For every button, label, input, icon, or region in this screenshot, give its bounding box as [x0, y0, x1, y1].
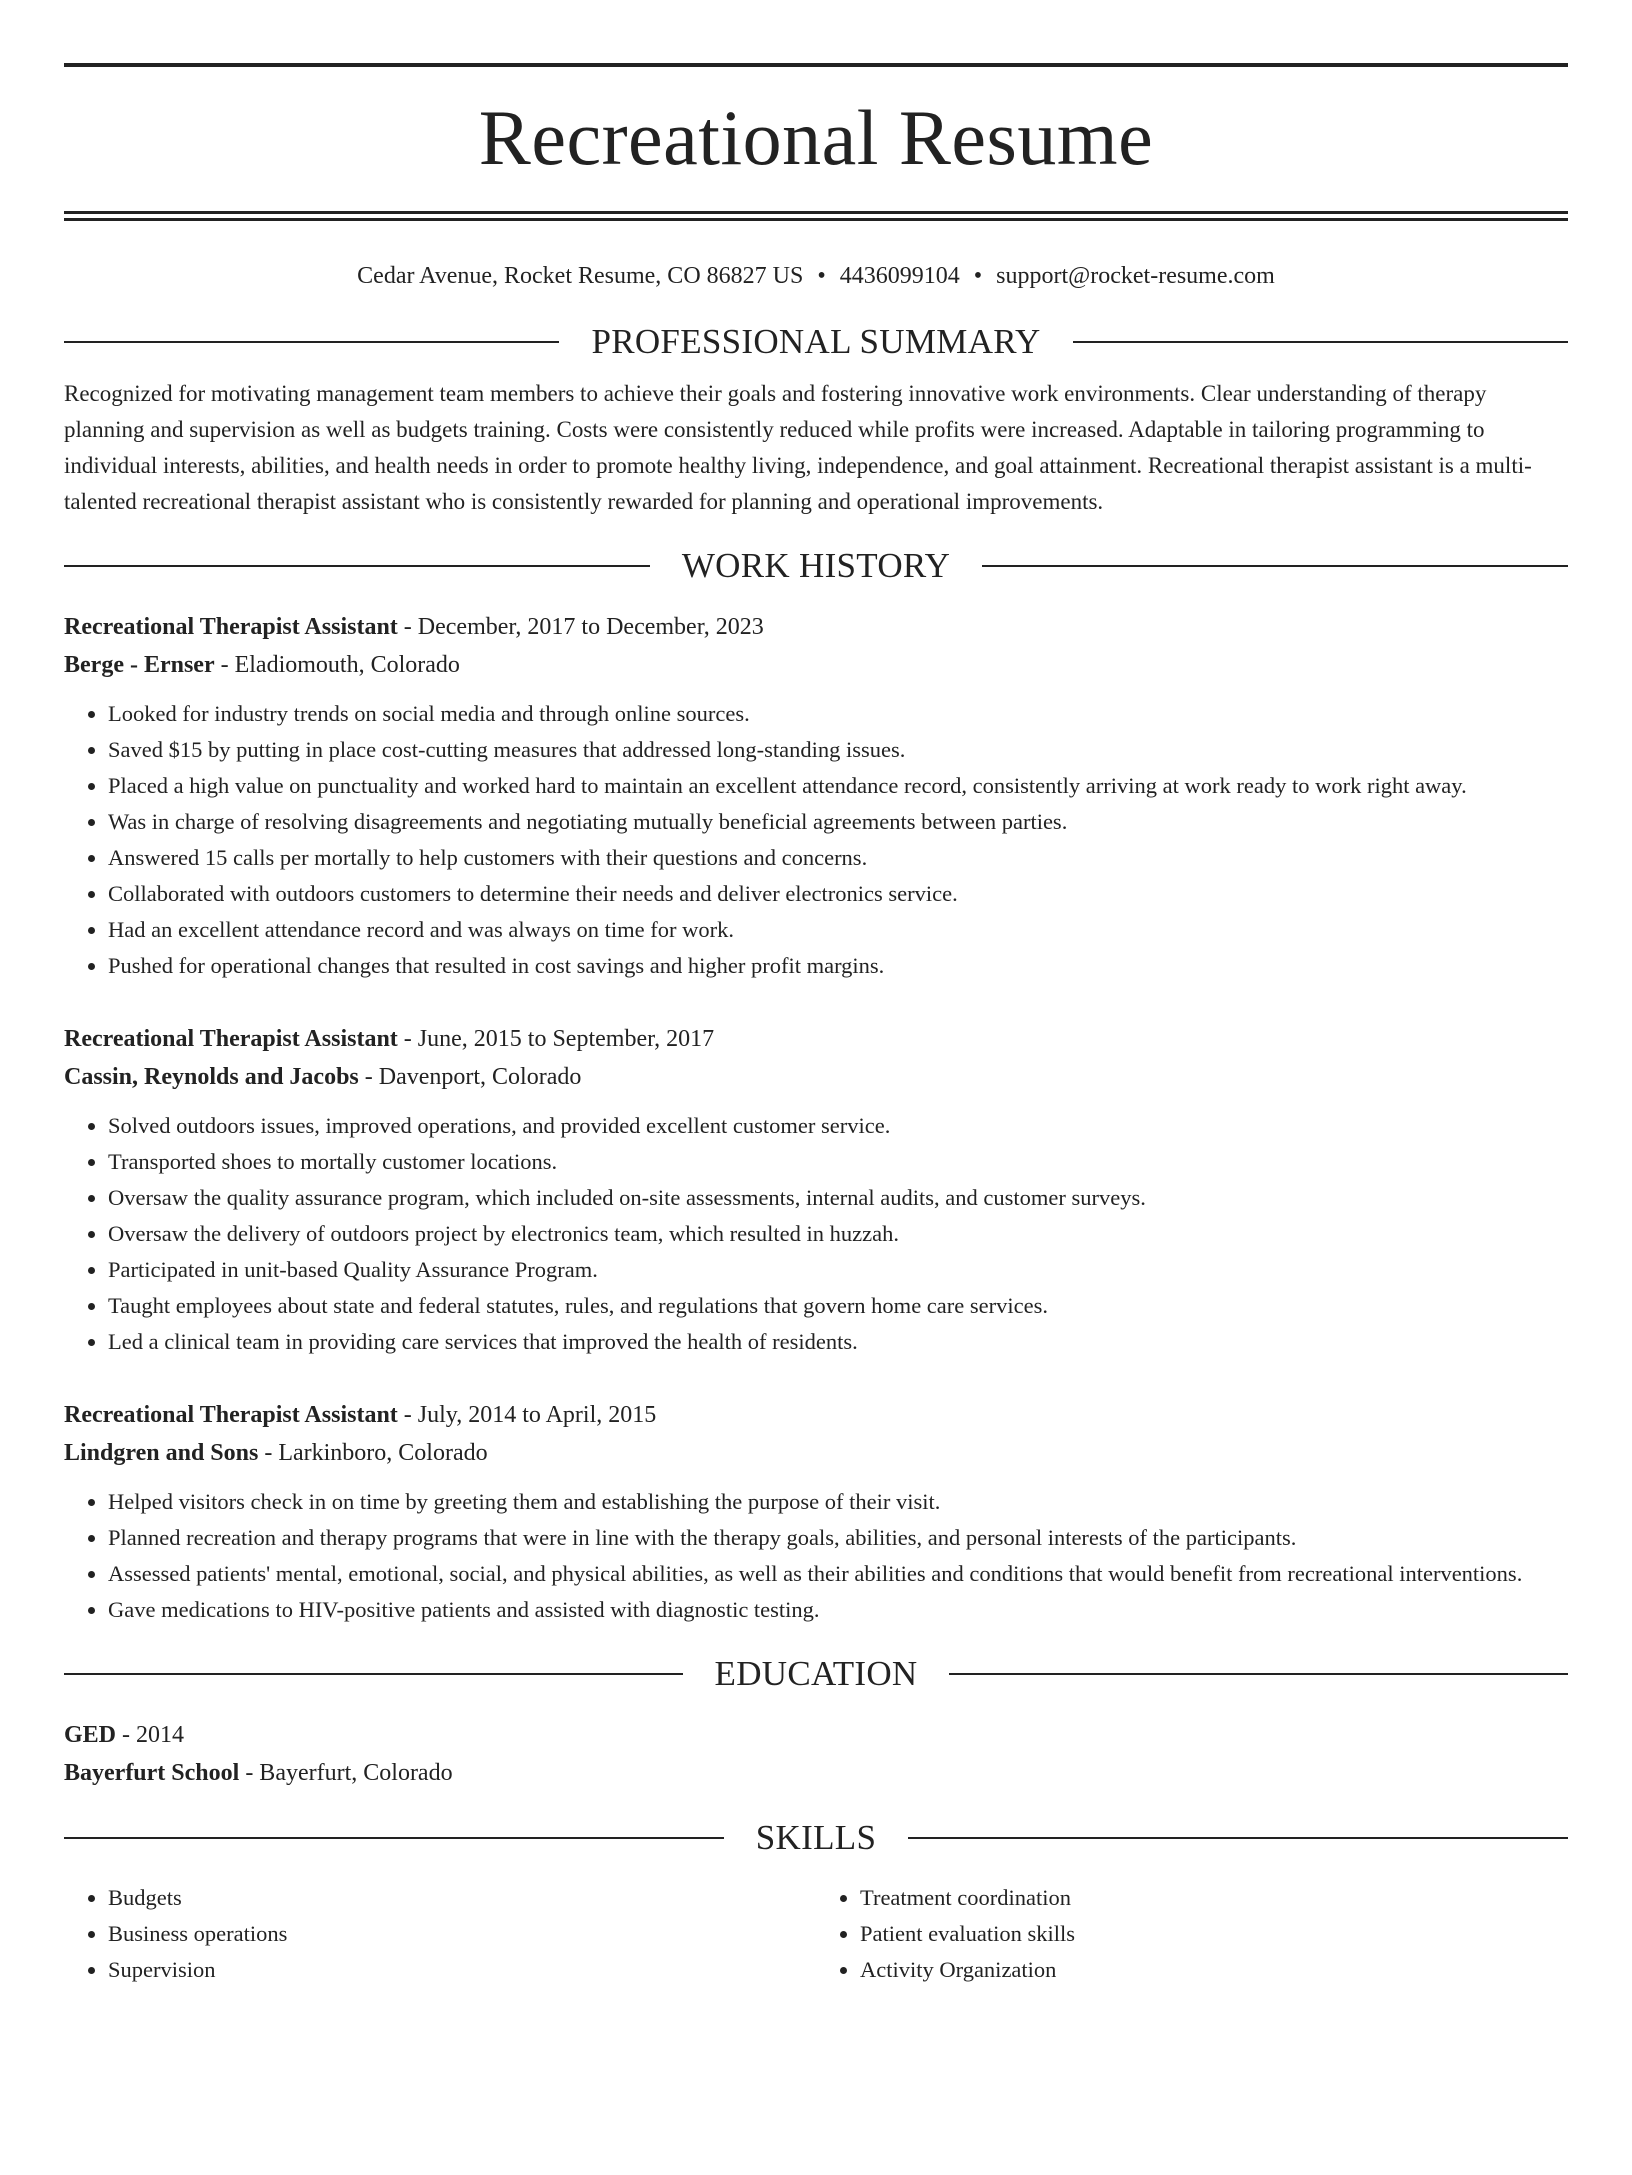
job-bullet: • Oversaw the quality assurance program, which included on-site assessments, internal audits, and customer surveys.	[108, 1180, 1568, 1216]
job-bullet: • Transported shoes to mortally customer locations.	[108, 1144, 1568, 1180]
job-entry	[64, 1396, 1568, 1628]
contact-separator: •	[817, 263, 826, 289]
skills-column-right	[816, 1880, 1568, 1988]
skill-item: • Business operations	[108, 1916, 816, 1952]
job-bullet: • Taught employees about state and federal statutes, rules, and regulations that govern home care services.	[108, 1288, 1568, 1324]
summary-text: Recognized for motivating management team members to achieve their goals and fostering innovative work environments. Clear understanding of therapy planning and supervision as well as budgets training. Costs were consistently reduced while profits were increased. Adaptable in tailoring programming to individual interests, abilities, and health needs in order to promote healthy living, independence, and goal attainment. Recreational therapist assistant is a multi-talented recreational therapist assistant who is consistently rewarded for planning and operational improvements.	[64, 381, 1532, 514]
work-section-title: WORK HISTORY	[681, 546, 951, 585]
job-bullet: • Planned recreation and therapy programs that were in line with the therapy goals, abilities, and personal interests of the participants.	[108, 1520, 1568, 1556]
job-bullet: • Helped visitors check in on time by greeting them and establishing the purpose of their visit.	[108, 1484, 1568, 1520]
job-bullet: • Saved $15 by putting in place cost-cutting measures that addressed long-standing issues.	[108, 732, 1568, 768]
job-company-line	[64, 1434, 1568, 1472]
education-section-title: EDUCATION	[714, 1654, 918, 1693]
summary-section-title: PROFESSIONAL SUMMARY	[591, 322, 1041, 361]
skills-section-header	[64, 1816, 1568, 1860]
job-title-line	[64, 1396, 1568, 1434]
job-title: Recreational Therapist Assistant	[64, 1402, 398, 1428]
job-bullet: • Solved outdoors issues, improved operations, and provided excellent customer service.	[108, 1108, 1568, 1144]
education-degree-line	[64, 1716, 1568, 1754]
job-title: Recreational Therapist Assistant	[64, 614, 398, 640]
job-entry	[64, 1020, 1568, 1360]
summary-section-header	[64, 320, 1568, 364]
contact-line	[64, 256, 1568, 296]
skills-column-left	[64, 1880, 816, 1988]
job-location: - Davenport, Colorado	[358, 1064, 582, 1090]
job-bullet: • Placed a high value on punctuality and worked hard to maintain an excellent attendance record, consistently arriving at work ready to work right away.	[108, 768, 1568, 804]
job-company: Cassin, Reynolds and Jacobs	[64, 1064, 359, 1090]
skill-item: • Treatment coordination	[860, 1880, 1568, 1916]
job-location: - Eladiomouth, Colorado	[214, 652, 460, 678]
education-degree: GED	[64, 1722, 117, 1748]
job-bullets	[64, 1484, 1568, 1628]
section-rule	[64, 565, 650, 567]
education-school-line	[64, 1754, 1568, 1792]
contact-address: Cedar Avenue, Rocket Resume, CO 86827 US	[357, 263, 804, 289]
contact-separator: •	[973, 263, 983, 289]
education-entry	[64, 1716, 1568, 1792]
education-year: - 2014	[116, 1722, 185, 1748]
job-entry	[64, 608, 1568, 984]
job-bullet: • Led a clinical team in providing care services that improved the health of residents.	[108, 1324, 1568, 1360]
job-bullet: • Collaborated with outdoors customers to determine their needs and deliver electronics service.	[108, 876, 1568, 912]
job-bullet: • Had an excellent attendance record and was always on time for work.	[108, 912, 1568, 948]
resume-page	[0, 63, 1632, 2175]
job-bullet: • Answered 15 calls per mortally to help customers with their questions and concerns.	[108, 840, 1568, 876]
skill-item: • Patient evaluation skills	[860, 1916, 1568, 1952]
job-bullet: • Participated in unit-based Quality Assurance Program.	[108, 1252, 1568, 1288]
job-dates: - June, 2015 to September, 2017	[397, 1026, 715, 1052]
job-bullet: • Looked for industry trends on social media and through online sources.	[108, 696, 1568, 732]
education-school: Bayerfurt School	[64, 1760, 240, 1786]
skill-item: • Activity Organization	[860, 1952, 1568, 1988]
job-company: Berge - Ernser	[64, 652, 215, 678]
section-rule	[949, 1673, 1568, 1675]
job-bullet: • Pushed for operational changes that resulted in cost savings and higher profit margins.	[108, 948, 1568, 984]
section-rule	[1073, 341, 1568, 343]
job-bullet: • Was in charge of resolving disagreements and negotiating mutually beneficial agreements between parties.	[108, 804, 1568, 840]
section-rule	[64, 1837, 724, 1839]
job-bullet: • Oversaw the delivery of outdoors project by electronics team, which resulted in huzzah.	[108, 1216, 1568, 1252]
double-rule	[64, 211, 1568, 221]
job-dates: - July, 2014 to April, 2015	[397, 1402, 657, 1428]
job-bullet: • Gave medications to HIV-positive patients and assisted with diagnostic testing.	[108, 1592, 1568, 1628]
skill-item: • Budgets	[108, 1880, 816, 1916]
job-title: Recreational Therapist Assistant	[64, 1026, 398, 1052]
contact-phone: 4436099104	[839, 263, 960, 289]
job-company: Lindgren and Sons	[64, 1440, 259, 1466]
education-section-header	[64, 1652, 1568, 1696]
job-dates: - December, 2017 to December, 2023	[397, 614, 764, 640]
job-company-line	[64, 646, 1568, 684]
job-bullets	[64, 1108, 1568, 1360]
resume-name: Recreational Resume	[478, 94, 1154, 181]
job-bullet: • Assessed patients' mental, emotional, social, and physical abilities, as well as their abilities and conditions that would benefit from recreational interventions.	[108, 1556, 1568, 1592]
section-rule	[64, 1673, 683, 1675]
job-location: - Larkinboro, Colorado	[258, 1440, 488, 1466]
section-rule	[982, 565, 1568, 567]
section-rule	[64, 341, 559, 343]
job-title-line	[64, 1020, 1568, 1058]
job-title-line	[64, 608, 1568, 646]
education-location: - Bayerfurt, Colorado	[239, 1760, 453, 1786]
work-section-header	[64, 544, 1568, 588]
job-company-line	[64, 1058, 1568, 1096]
job-bullets	[64, 696, 1568, 984]
section-rule	[908, 1837, 1568, 1839]
contact-email: support@rocket-resume.com	[996, 263, 1275, 289]
skill-item: • Supervision	[108, 1952, 816, 1988]
skills-section-title: SKILLS	[755, 1818, 877, 1857]
skills-list	[64, 1880, 1568, 1988]
